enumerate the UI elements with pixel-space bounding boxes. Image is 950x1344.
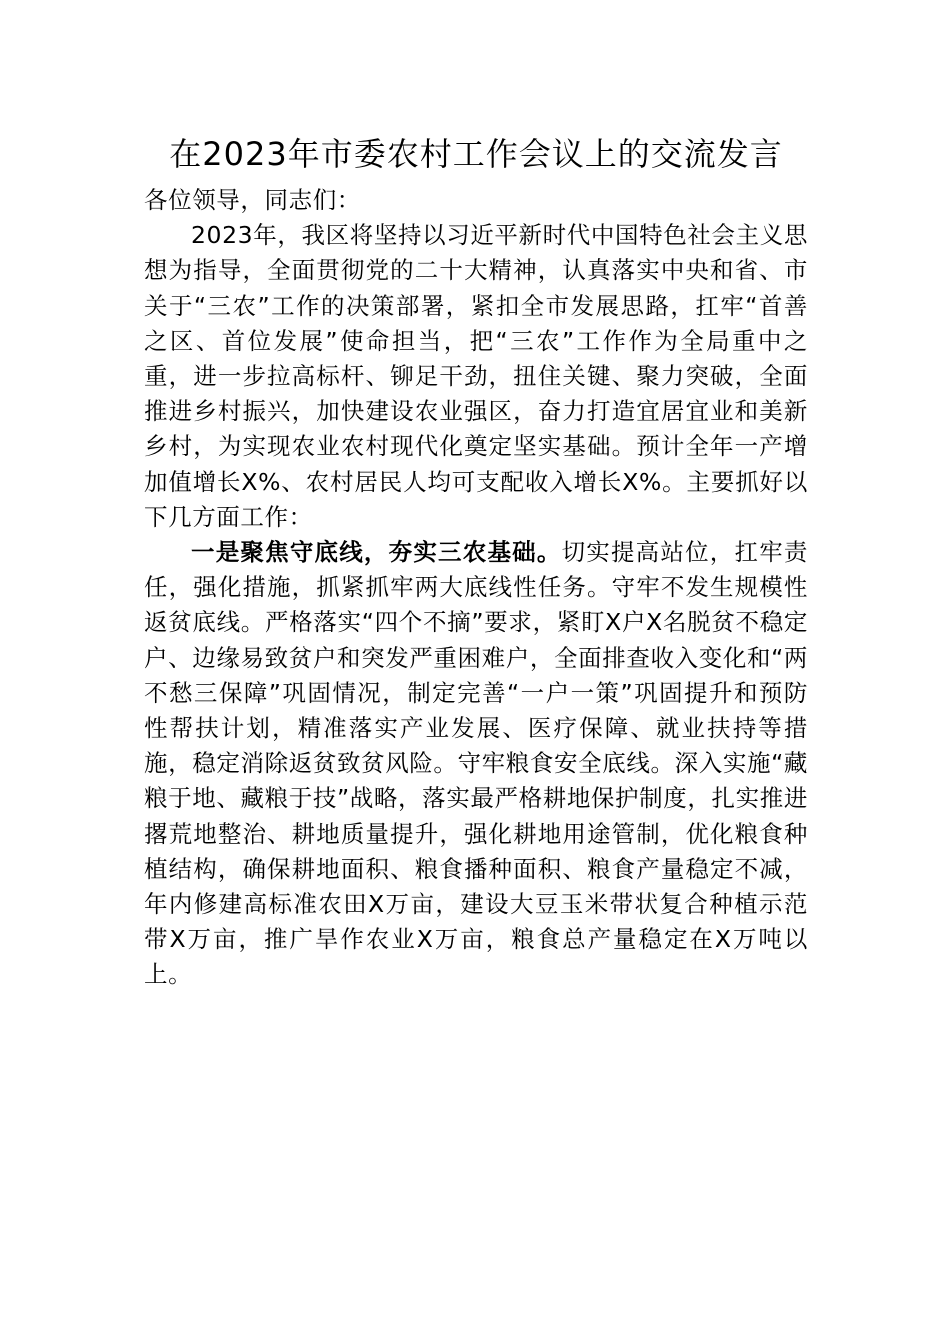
section-one-lead: 一是聚焦守底线，夯实三农基础。: [191, 538, 562, 567]
section-one-body: 切实提高站位，扛牢责任，强化措施，抓紧抓牢两大底线性任务。守牢不发生规模性返贫底线。严格落实“四个不摘”要求，紧盯X户X名脱贫不稳定户、边缘易致贫户和突发严重困难户，全面排查收入变化和“两不愁三保障”巩固情况，制定完善“一户一策”巩固提升和预防性帮扶计划，精准落实产业发展、医疗保障、就业扶持等措施，稳定消除返贫致贫风险。守牢粮食安全底线。深入实施“藏粮于地、藏粮于技”战略，落实最严格耕地保护制度，扎实推进撂荒地整治、耕地质量提升，强化耕地用途管制，优化粮食种植结构，确保耕地面积、粮食播种面积、粮食产量稳定不减，年内修建高标准农田X万亩，建设大豆玉米带状复合种植示范带X万亩，推广旱作农业X万亩，粮食总产量稳定在X万吨以上。: [144, 538, 808, 989]
document-title: 在2023年市委农村工作会议上的交流发言: [169, 135, 783, 173]
document-page: [144, 125, 808, 993]
intro-paragraph: 2023年，我区将坚持以习近平新时代中国特色社会主义思想为指导，全面贯彻党的二十大精神，认真落实中央和省、市关于“三农”工作的决策部署，紧扣全市发展思路，扛牢“首善之区、首位发展”使命担当，把“三农”工作作为全局重中之重，进一步拉高标杆、铆足干劲，扭住关键、聚力突破，全面推进乡村振兴，加快建设农业强区，奋力打造宜居宜业和美新乡村，为实现农业农村现代化奠定坚实基础。预计全年一产增加值增长X%、农村居民人均可支配收入增长X%。主要抓好以下几方面工作：: [144, 221, 808, 531]
section-one-paragraph: [144, 535, 808, 993]
salutation: 各位领导，同志们：: [144, 186, 361, 214]
